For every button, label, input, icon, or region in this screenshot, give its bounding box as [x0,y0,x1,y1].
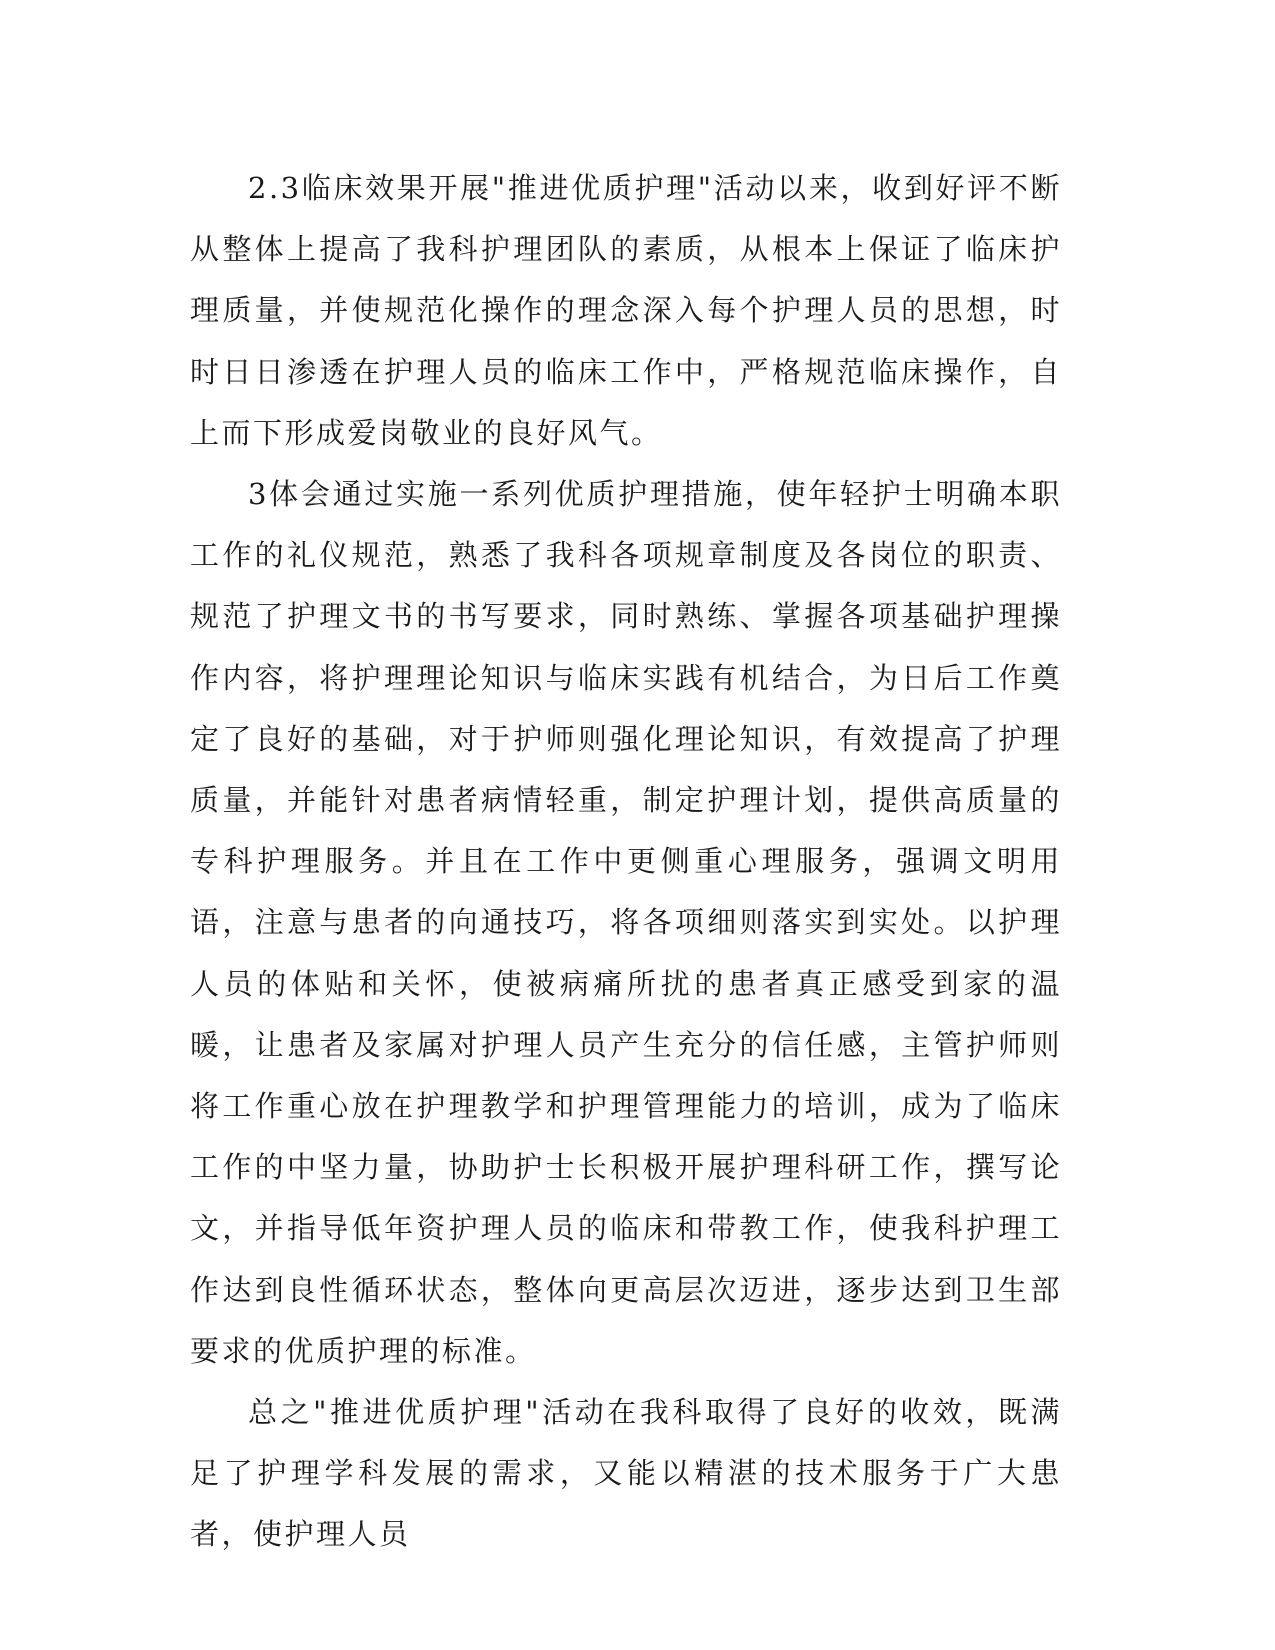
paragraph-clinical-effect: 2.3临床效果开展"推进优质护理"活动以来，收到好评不断从整体上提高了我科护理团队的素质，从根本上保证了临床护理质量，并使规范化操作的理念深入每个护理人员的思想，时时日日渗透在护理人员的临床工作中，严格规范临床操作，自上而下形成爱岗敬业的良好风气。 [190,171,1062,450]
document-body [190,158,1062,1566]
paragraph-conclusion: 总之"推进优质护理"活动在我科取得了良好的收效，既满足了护理学科发展的需求，又能以精湛的技术服务于广大患者，使护理人员 [190,1395,1062,1552]
paragraph-experience: 3体会通过实施一系列优质护理措施，使年轻护士明确本职工作的礼仪规范，熟悉了我科各项规章制度及各岗位的职责、规范了护理文书的书写要求，同时熟练、掌握各项基础护理操作内容，将护理理论知识与临床实践有机结合，为日后工作奠定了良好的基础，对于护师则强化理论知识，有效提高了护理质量，并能针对患者病情轻重，制定护理计划，提供高质量的专科护理服务。并且在工作中更侧重心理服务，强调文明用语，注意与患者的向通技巧，将各项细则落实到实处。以护理人员的体贴和关怀，使被病痛所扰的患者真正感受到家的温暖，让患者及家属对护理人员产生充分的信任感，主管护师则将工作重心放在护理教学和护理管理能力的培训，成为了临床工作的中坚力量，协助护士长积极开展护理科研工作，撰写论文，并指导低年资护理人员的临床和带教工作，使我科护理工作达到良性循环状态，整体向更高层次迈进，逐步达到卫生部要求的优质护理的标准。 [190,477,1062,1368]
